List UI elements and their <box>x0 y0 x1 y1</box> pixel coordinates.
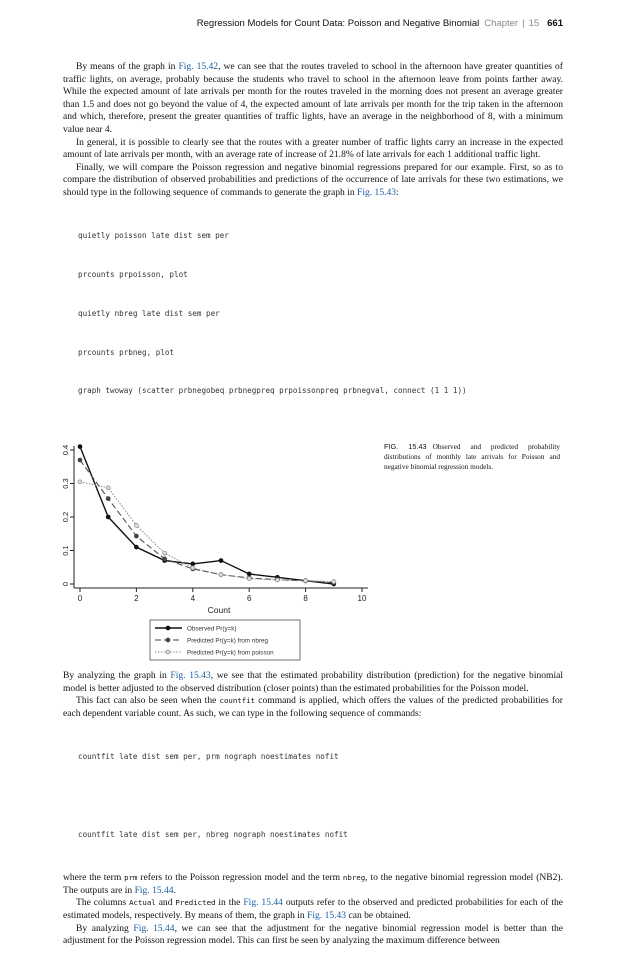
page-number: 661 <box>547 18 563 29</box>
y-tick-label: 0 <box>61 581 70 587</box>
chapter-number: 15 <box>528 18 540 29</box>
legend-label: Predicted Pr(y=k) from nbreg <box>187 637 269 645</box>
text-run: outputs refer to the observed and predicted probabilities for each of the estimated models, respectively. By means of them, the graph in <box>63 897 564 922</box>
x-tick-label: 0 <box>77 593 83 603</box>
legend-marker <box>166 650 170 654</box>
text-run: This fact can also be seen when the <box>76 695 220 707</box>
text-run: , to the negative binomial regression model (NB2). The outputs are in <box>63 872 563 896</box>
text-run: , we see that the estimated probability distribution (prediction) for the negative binomial model is better adjusted to the observed distribution (closer points) than the estimated probabilities for the Poisson model. <box>63 669 563 694</box>
running-title: Regression Models for Count Data: Poisson and Negative Binomial <box>196 18 480 29</box>
header-divider: | <box>522 18 525 29</box>
inline-code: Predicted <box>175 898 216 908</box>
chapter-label: Chapter <box>484 18 519 29</box>
figure <box>60 434 563 664</box>
text-run: can be obtained. <box>346 910 411 922</box>
text-run: The columns <box>76 897 130 909</box>
data-point <box>247 577 251 581</box>
data-point <box>219 573 223 577</box>
x-tick-label: 6 <box>246 593 252 603</box>
body-text-bottom <box>63 872 563 948</box>
text-run: , we can see that the routes traveled to school in the afternoon have greater quantities of traffic lights, on average, probably because the students who travel to school in the afternoon leave from points farther away. While the expected amount of late arrivals per month for the routes traveled in the morning does not present an average greater than 1.5 and does not go beyond the value of 4, the expected amount of late arrivals per month for the trip taken in the afternoon and which, therefore, present the greater quantities of traffic lights, have an average in the neighborhood of 8, with a minimum value near 4. <box>63 61 563 135</box>
inline-code: Actual <box>129 898 156 908</box>
code-line: quietly nbreg late dist sem per <box>78 308 220 318</box>
data-point <box>332 580 336 584</box>
code-line <box>78 790 563 803</box>
paragraph <box>63 695 563 720</box>
series-line-1 <box>80 460 334 583</box>
paragraph <box>63 670 563 695</box>
inline-code: nbreg <box>342 873 366 883</box>
data-point <box>219 558 223 562</box>
running-header <box>63 18 563 29</box>
figure-chart <box>60 434 380 664</box>
paragraph <box>63 61 563 137</box>
code-block-2 <box>78 725 563 867</box>
legend-marker <box>166 638 170 642</box>
data-point <box>106 486 110 490</box>
figure-link[interactable]: Fig. 15.43 <box>170 669 211 681</box>
paragraph <box>63 162 563 200</box>
text-run: By analyzing the graph in <box>63 669 171 681</box>
text-run: refers to the Poisson regression model and the term <box>137 872 343 884</box>
text-run: : <box>396 186 399 198</box>
paragraph <box>63 872 563 897</box>
code-line: quietly poisson late dist sem per <box>78 231 229 241</box>
code-line: graph twoway (scatter prbnegobeq prbnegpreq prpoissonpreq prbnegval, connect (1 1 1)) <box>78 386 467 396</box>
paragraph <box>63 897 563 922</box>
code-line: countfit late dist sem per, prm nograph noestimates nofit <box>78 752 339 762</box>
data-point <box>247 572 251 576</box>
data-point <box>134 534 138 538</box>
y-tick-label: 0.2 <box>61 511 70 523</box>
x-tick-label: 2 <box>134 593 139 603</box>
code-block-1 <box>78 205 563 424</box>
data-point <box>78 458 82 462</box>
data-point <box>78 480 82 484</box>
y-tick-label: 0.1 <box>61 545 70 556</box>
caption-text: Observed and predicted probability distributions of monthly late arrivals for Poisson and negative binomial regression models. <box>384 441 560 471</box>
figure-link[interactable]: Fig. 15.44 <box>243 897 283 909</box>
body-text-mid <box>63 670 563 720</box>
data-point <box>191 566 195 570</box>
x-axis-label: Count <box>207 604 231 615</box>
text-run: and <box>155 897 176 909</box>
inline-code: prm <box>124 873 138 883</box>
paragraph <box>63 137 563 162</box>
figure-link[interactable]: Fig. 15.42 <box>178 61 219 72</box>
code-line: prcounts prpoisson, plot <box>78 270 188 280</box>
y-tick-label: 0.4 <box>61 444 70 456</box>
code-line: countfit late dist sem per, nbreg nograph noestimates nofit <box>78 829 348 839</box>
text-run: In general, it is possible to clearly see that the routes with a greater number of traffic lights carry an increase in the expected amount of late arrivals per month, with an average rate of increase of 21.8% of late arrivals for each 1 additional traffic light. <box>63 136 563 161</box>
figure-link[interactable]: Fig. 15.43 <box>307 910 347 922</box>
data-point <box>163 557 167 561</box>
text-run: where the term <box>63 872 125 884</box>
x-tick-label: 10 <box>357 593 367 603</box>
data-point <box>78 445 82 449</box>
legend-label: Observed Pr(y=k) <box>187 625 237 633</box>
series-line-2 <box>80 482 334 582</box>
data-point <box>134 545 138 549</box>
data-point <box>163 551 167 555</box>
text-run: By analyzing <box>76 922 134 934</box>
paragraph <box>63 923 563 948</box>
figure-caption <box>384 442 560 471</box>
body-text-top <box>63 61 563 200</box>
text-run: in the <box>215 897 244 909</box>
data-point <box>106 515 110 519</box>
x-tick-label: 4 <box>190 593 196 603</box>
text-run: command is applied, which offers the values of the predicted probabilities for each dependent variable count. As such, we can type in the following sequence of commands: <box>63 695 563 719</box>
data-point <box>191 562 195 566</box>
series-line-0 <box>80 447 334 584</box>
legend-marker <box>166 626 170 630</box>
text-run: . <box>173 884 176 896</box>
y-tick-label: 0.3 <box>61 478 70 489</box>
x-tick-label: 8 <box>303 593 308 603</box>
data-point <box>304 579 308 583</box>
figure-label: FIG. 15.43 <box>384 441 427 451</box>
figure-link[interactable]: Fig. 15.44 <box>133 922 175 934</box>
data-point <box>134 523 138 527</box>
inline-code: countfit <box>219 696 256 706</box>
legend-label: Predicted Pr(y=k) from poisson <box>187 649 274 657</box>
data-point <box>275 578 279 582</box>
data-point <box>106 497 110 501</box>
text-run: , we can see that the adjustment for the negative binomial regression model is better than the adjustment for the Poisson regression model. This can first be seen by analyzing the maximum difference between <box>63 922 563 947</box>
figure-link[interactable]: Fig. 15.43 <box>357 186 397 198</box>
text-run: Finally, we will compare the Poisson regression and negative binomial regressions prepared for our example. First, so as to compare the distribution of observed probabilities and predictions of the occurrence of late arrivals for these two estimations, we should type in the following sequence of commands to generate the graph in <box>63 161 563 198</box>
code-line: prcounts prbneg, plot <box>78 347 175 357</box>
figure-link[interactable]: Fig. 15.44 <box>134 884 174 896</box>
text-run: By means of the graph in <box>76 61 179 72</box>
